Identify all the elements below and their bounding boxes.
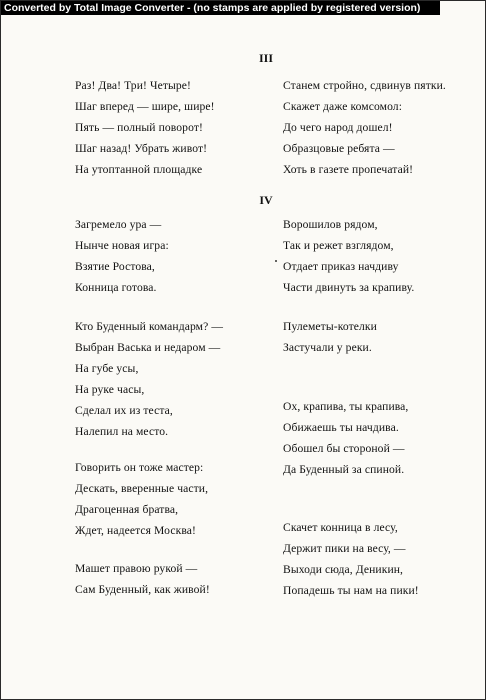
poem-line: Кто Буденный командарм? — <box>75 320 224 333</box>
poem-line: Драгоценная братва, <box>75 503 179 516</box>
stanza-iv-left-1 <box>75 214 169 298</box>
poem-line: До чего народ дошел! <box>283 121 393 134</box>
stanza-iv-left-3 <box>75 457 208 541</box>
poem-line: Попадешь ты нам на пики! <box>283 584 419 597</box>
poem-line: Станем стройно, сдвинув пятки. <box>283 79 446 92</box>
section-heading-iii: III <box>258 51 273 65</box>
poem-line: Скажет даже комсомол: <box>283 100 403 113</box>
poem-line: Шаг вперед — шире, шире! <box>75 100 215 113</box>
poem-line: Налепил на место. <box>75 425 169 438</box>
poem-line: Пулеметы-котелки <box>283 320 377 333</box>
poem-line: Пять — полный поворот! <box>75 121 203 134</box>
poem-line: Шаг назад! Убрать живот! <box>75 142 208 155</box>
poem-line: Застучали у реки. <box>283 341 372 354</box>
poem-line: Дескать, вверенные части, <box>75 482 209 495</box>
poem-line: Образцовые ребята — <box>283 142 395 155</box>
poem-line: Раз! Два! Три! Четыре! <box>75 79 192 92</box>
poem-line: Выходи сюда, Деникин, <box>283 563 404 576</box>
stanza-iv-right-1 <box>283 214 414 298</box>
poem-line: Взятие Ростова, <box>75 260 155 273</box>
stanza-iv-right-3 <box>283 396 408 480</box>
poem-line: Сам Буденный, как живой! <box>75 583 210 596</box>
poem-line: Конница готова. <box>75 281 157 294</box>
poem-line: Говорить он тоже мастер: <box>75 461 204 474</box>
poem-line: Ворошилов рядом, <box>283 218 378 231</box>
poem-line: Отдает приказ начдиву <box>283 260 399 273</box>
poem-line: Сделал их из теста, <box>75 404 173 417</box>
converter-banner: Converted by Total Image Converter - (no stamps are applied by registered version) <box>1 1 440 15</box>
poem-line: Держит пики на весу, — <box>283 542 406 555</box>
poem-line: Машет правою рукой — <box>75 562 198 575</box>
poem-line: Обижаешь ты начдива. <box>283 421 399 434</box>
poem-line: Да Буденный за спиной. <box>283 463 405 476</box>
poem-line: Части двинуть за крапиву. <box>283 281 415 294</box>
poem-line: На губе усы, <box>75 362 139 375</box>
stanza-iii-left <box>75 75 215 180</box>
poem-line: Ох, крапива, ты крапива, <box>283 400 409 413</box>
section-heading-iv: IV <box>259 193 273 207</box>
poem-line: Загремело ура — <box>75 218 162 231</box>
poem-line: На утоптанной площадке <box>75 163 203 176</box>
poem-line: Так и режет взглядом, <box>283 239 394 252</box>
poem-line: Выбран Васька и недаром — <box>75 341 221 354</box>
stanza-iii-right <box>283 75 446 180</box>
stanza-iv-right-4 <box>283 517 419 601</box>
poem-line: Хоть в газете пропечатай! <box>283 163 414 176</box>
stanza-iv-left-4 <box>75 558 210 600</box>
poem-line: Скачет конница в лесу, <box>283 521 398 534</box>
poem-line: Ждет, надеется Москва! <box>75 524 196 537</box>
poem-line: Обошел бы стороной — <box>283 442 405 455</box>
poem-line: На руке часы, <box>75 383 145 396</box>
stanza-iv-right-2 <box>283 316 377 358</box>
stanza-iv-left-2 <box>75 316 223 442</box>
scan-speck <box>275 260 277 262</box>
poem-line: Нынче новая игра: <box>75 239 169 252</box>
